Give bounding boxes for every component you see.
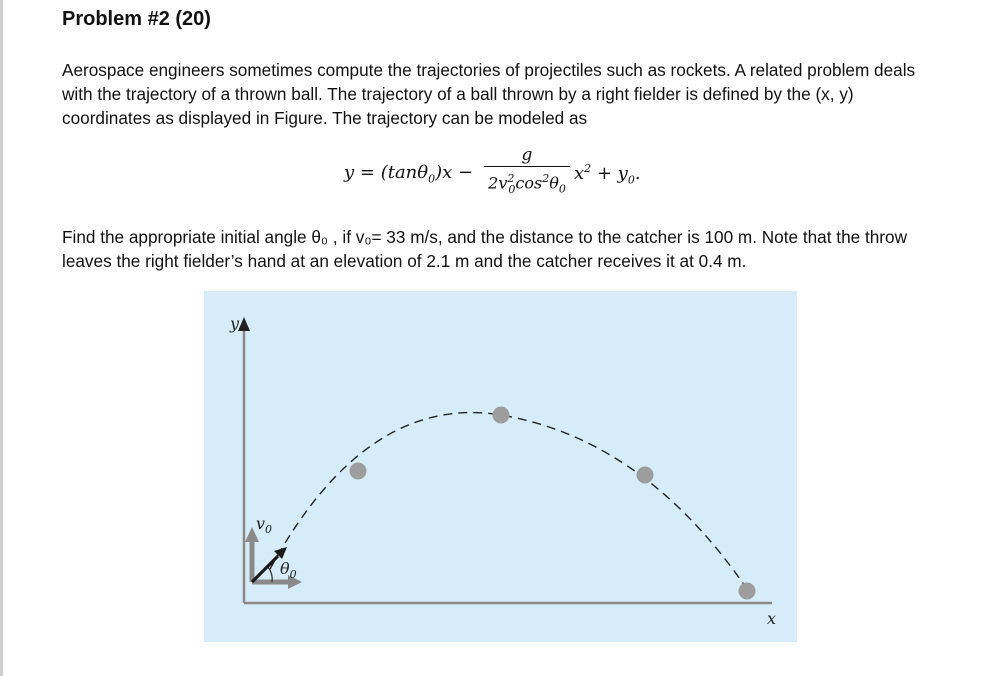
equation-lhs: y = (tanθ$_0$)x − <box>344 162 474 186</box>
page-left-border <box>0 0 3 676</box>
problem-question-paragraph: Find the appropriate initial angle θ₀ , if v₀= 33 m/s, and the distance to the catcher is 100 m. Note that the throw leaves the right fielder’s hand at an elevation of 2.1 m and the catcher receives it at 0.4 m. <box>62 227 907 271</box>
velocity-label: $v_0$ <box>256 514 273 536</box>
angle-label: $\theta_0$ <box>280 559 297 581</box>
ball-marker <box>739 583 756 600</box>
y-axis-label: y <box>230 314 240 333</box>
problem-title: Problem #2 (20) <box>62 8 211 30</box>
trajectory-equation <box>344 144 684 204</box>
ball-marker <box>637 467 654 484</box>
equation-fraction <box>482 144 572 202</box>
fraction-denominator: $2v^2_0\cos^2\theta_0$ <box>488 172 566 196</box>
trajectory-figure <box>204 291 797 642</box>
ball-marker <box>350 463 367 480</box>
x-axis-label: x <box>767 609 777 628</box>
ball-marker <box>493 407 510 424</box>
problem-intro-paragraph: Aerospace engineers sometimes compute the trajectories of projectiles such as rockets. A related problem deals with the trajectory of a thrown ball. The trajectory of a ball thrown by a right fielder is defined by the (x, y) coordinates as displayed in Figure. The trajectory can be modeled as <box>62 60 916 128</box>
equation-rhs: $x^2 + y_0$. <box>574 162 641 187</box>
fraction-numerator: g <box>521 145 533 165</box>
figure-background <box>204 291 797 642</box>
